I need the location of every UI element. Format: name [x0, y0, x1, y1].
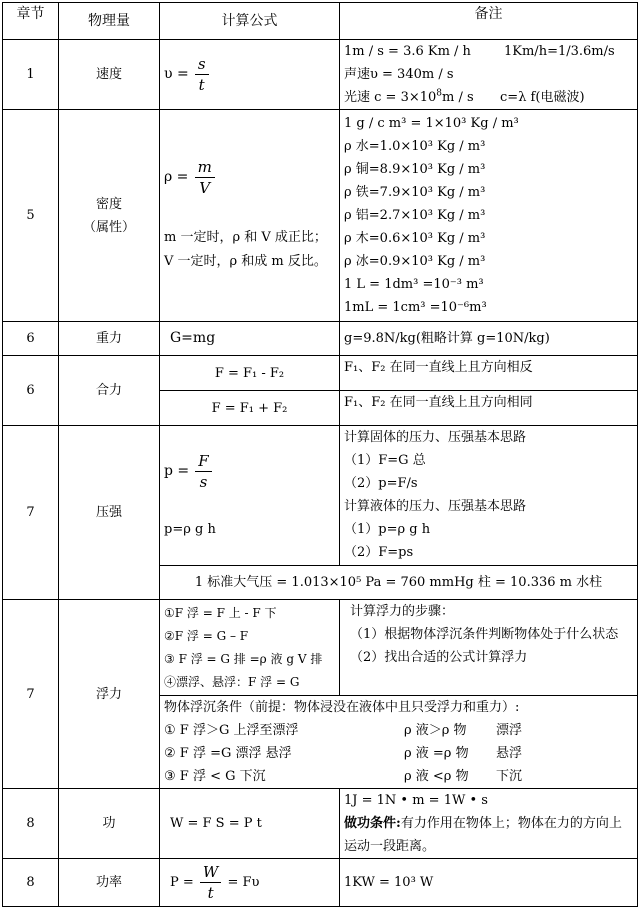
buoyancy-cond-3a: ③ F 浮 < G 下沉 — [164, 769, 266, 784]
speed-notes — [340, 40, 638, 110]
density-note-7: ρ 冰=0.9×10³ Kg / m³ — [344, 254, 486, 269]
pressure-note-4: 计算液体的压力、压强基本思路 — [344, 499, 527, 514]
power-fraction — [200, 862, 221, 903]
work-name: 功 — [59, 789, 160, 859]
pressure-note-2: （1）F=G 总 — [344, 453, 426, 468]
buoyancy-cond-1a: ① F 浮＞G 上浮至漂浮 — [164, 723, 299, 738]
buoyancy-conditions — [160, 696, 638, 789]
speed-note-3: 声速υ = 340m / s — [344, 67, 454, 82]
pressure-note-1: 计算固体的压力、压强基本思路 — [344, 430, 527, 445]
buoyancy-formula-4: ④漂浮、悬浮：F 浮 = G — [164, 674, 300, 689]
speed-denominator: t — [198, 76, 205, 94]
buoyancy-cond-1c: 漂浮 — [496, 723, 523, 738]
pressure-name: 压强 — [59, 426, 160, 600]
density-notes — [340, 110, 638, 322]
power-chapter: 8 — [3, 859, 59, 907]
pressure-formula-2: p=ρ g h — [164, 521, 216, 537]
work-note-2: 有力作用在物体上；物体在力的方向上运动一段距离。 — [344, 816, 622, 854]
speed-lhs: υ = — [164, 66, 189, 82]
gravity-name: 重力 — [59, 322, 160, 356]
density-note-4: ρ 铁=7.9×10³ Kg / m³ — [344, 185, 486, 200]
row-power — [3, 859, 638, 907]
buoyancy-formula-3: ③ F 浮 = G 排 =ρ 液 g V 排 — [164, 651, 323, 666]
speed-fraction — [195, 54, 209, 95]
density-description: m 一定时，ρ 和 V 成正比； V 一定时，ρ 和成 m 反比。 — [164, 230, 327, 269]
work-condition-label: 做功条件: — [344, 816, 401, 831]
density-note-8: 1 L = 1dm³ =10⁻³ m³ — [344, 277, 484, 292]
buoyancy-steps — [340, 600, 638, 696]
speed-name: 速度 — [59, 40, 160, 110]
work-chapter: 8 — [3, 789, 59, 859]
density-name: 密度 — [95, 196, 122, 212]
buoyancy-cond-3b: ρ 液 <ρ 物 — [404, 769, 469, 784]
speed-note-1: 1m / s = 3.6 Km / h — [344, 44, 471, 59]
buoyancy-cond-2a: ② F 浮 =G 漂浮 悬浮 — [164, 746, 292, 761]
pressure-atm: 1 标准大气压 = 1.013×10⁵ Pa = 760 mmHg 柱 = 10.336 m 水柱 — [160, 566, 638, 600]
buoyancy-step-1: 计算浮力的步骤： — [350, 604, 455, 619]
row-work — [3, 789, 638, 859]
density-note-3: ρ 铜=8.9×10³ Kg / m³ — [344, 162, 486, 177]
work-note-1: 1J = 1N • m = 1W • s — [344, 793, 488, 808]
density-name-attr: （属性） — [82, 219, 135, 235]
gravity-note: g=9.8N/kg(粗略计算 g=10N/kg) — [340, 322, 638, 356]
speed-numerator: s — [195, 54, 209, 75]
row-speed — [3, 40, 638, 110]
row-buoyancy — [3, 600, 638, 696]
pressure-note-3: （2）p=F/s — [344, 476, 418, 491]
row-resultant-1 — [3, 356, 638, 391]
density-numerator: m — [195, 157, 215, 178]
power-rhs: = Fυ — [227, 875, 260, 890]
pressure-chapter: 7 — [3, 426, 59, 600]
power-denominator: t — [207, 884, 214, 902]
speed-note-exp: 8 — [436, 88, 443, 99]
work-notes — [340, 789, 638, 859]
buoyancy-formulas — [160, 600, 340, 696]
power-note: 1KW = 10³ W — [340, 859, 638, 907]
buoyancy-chapter: 7 — [3, 600, 59, 789]
header-chapter: 章节 — [3, 3, 59, 40]
resultant-name: 合力 — [59, 356, 160, 426]
pressure-lhs: p = — [164, 462, 190, 479]
density-denominator: V — [199, 179, 211, 197]
density-chapter: 5 — [3, 110, 59, 322]
speed-note-5: m / s — [442, 90, 474, 105]
row-gravity — [3, 322, 638, 356]
density-formula — [160, 110, 340, 322]
buoyancy-step-3: （2）找出合适的公式计算浮力 — [350, 650, 528, 665]
resultant-formula-2: F = F₁ + F₂ — [160, 391, 340, 426]
buoyancy-formula-1: ①F 浮 = F 上 - F 下 — [164, 605, 277, 620]
row-pressure — [3, 426, 638, 566]
power-name: 功率 — [59, 859, 160, 907]
density-note-5: ρ 铝=2.7×10³ Kg / m³ — [344, 208, 486, 223]
buoyancy-step-2: （1）根据物体浮沉条件判断物体处于什么状态 — [350, 627, 619, 642]
resultant-note-1: F₁、F₂ 在同一直线上且方向相反 — [340, 356, 638, 391]
pressure-formula — [160, 426, 340, 566]
header-row — [3, 3, 638, 40]
density-note-6: ρ 木=0.6×10³ Kg / m³ — [344, 231, 486, 246]
work-formula: W = F S = P t — [160, 789, 340, 859]
resultant-formula-1: F = F₁ - F₂ — [160, 356, 340, 391]
pressure-denominator: s — [199, 472, 208, 491]
speed-note-2: 1Km/h=1/3.6m/s — [504, 44, 615, 59]
density-note-9: 1mL = 1cm³ =10⁻⁶m³ — [344, 300, 487, 315]
resultant-note-2: F₁、F₂ 在同一直线上且方向相同 — [340, 391, 638, 426]
buoyancy-cond-2b: ρ 液 =ρ 物 — [404, 746, 469, 761]
pressure-fraction — [195, 451, 211, 492]
buoyancy-cond-2c: 悬浮 — [496, 746, 523, 761]
speed-note-4: 光速 c = 3×10 — [344, 90, 437, 105]
density-note-1: 1 g / c m³ = 1×10³ Kg / m³ — [344, 116, 519, 131]
header-formula: 计算公式 — [160, 3, 340, 40]
header-notes: 备注 — [340, 3, 638, 40]
speed-formula — [160, 40, 340, 110]
pressure-note-6: （2）F=ps — [344, 545, 414, 560]
header-quantity: 物理量 — [59, 3, 160, 40]
physics-formula-table — [2, 2, 638, 907]
power-numerator: W — [200, 862, 221, 883]
buoyancy-formula-2: ②F 浮 = G – F — [164, 628, 249, 643]
density-fraction — [195, 157, 215, 198]
pressure-note-5: （1）p=ρ g h — [344, 522, 431, 537]
row-density — [3, 110, 638, 322]
density-name-cell — [59, 110, 160, 322]
buoyancy-cond-3c: 下沉 — [496, 769, 523, 784]
density-note-2: ρ 水=1.0×10³ Kg / m³ — [344, 139, 486, 154]
power-lhs: P = — [170, 875, 194, 890]
gravity-chapter: 6 — [3, 322, 59, 356]
speed-chapter: 1 — [3, 40, 59, 110]
density-lhs: ρ = — [164, 169, 189, 185]
gravity-formula: G=mg — [160, 322, 340, 356]
speed-note-6: c=λ f(电磁波) — [500, 90, 585, 105]
resultant-chapter: 6 — [3, 356, 59, 426]
pressure-notes — [340, 426, 638, 566]
buoyancy-cond-1b: ρ 液＞ρ 物 — [404, 723, 467, 738]
power-formula — [160, 859, 340, 907]
pressure-numerator: F — [195, 451, 211, 472]
buoyancy-name: 浮力 — [59, 600, 160, 789]
buoyancy-cond-title: 物体浮沉条件（前提：物体浸没在液体中且只受浮力和重力）: — [164, 700, 520, 715]
